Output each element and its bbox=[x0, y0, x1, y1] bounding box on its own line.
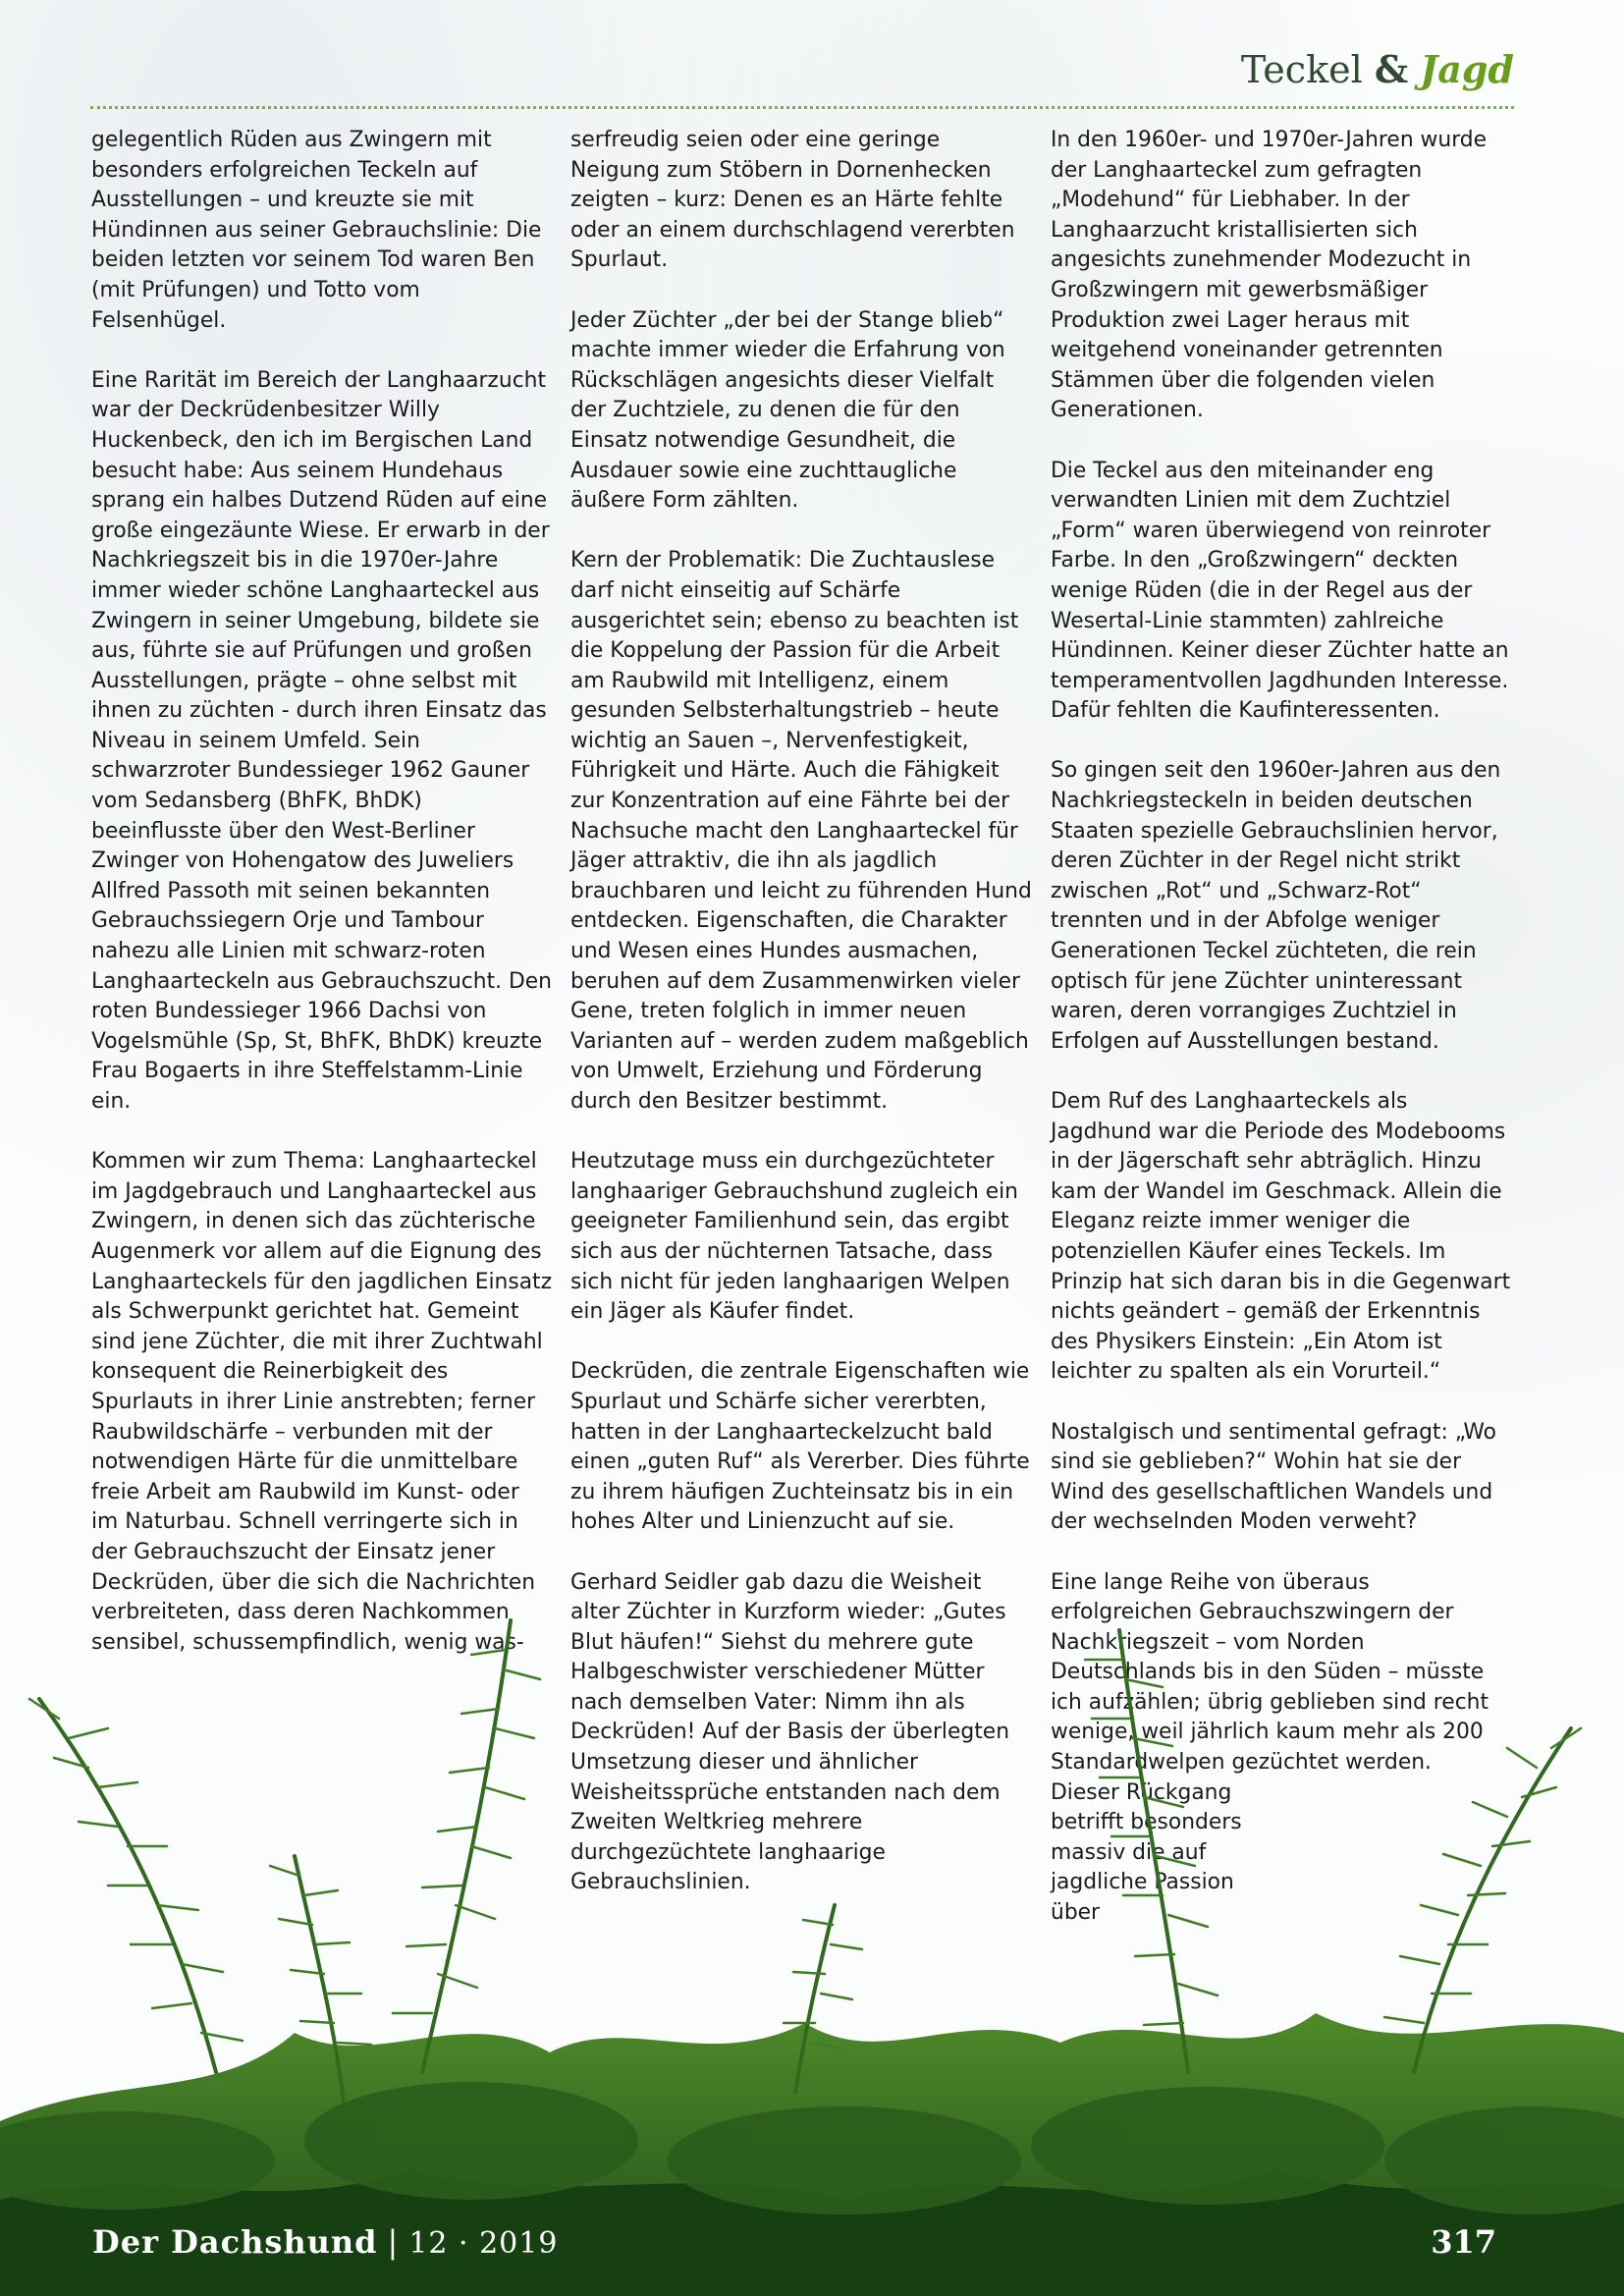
paragraph: Heutzutage muss ein durchgezüchteter langhaariger Gebrauchshund zugleich ein geeigneter Familienhund sein, das ergibt sich aus der nüchternen Tatsache, dass sich nicht für jeden langhaarigen Welpen ein Jäger als Käufer findet. bbox=[570, 1149, 1018, 1325]
paragraph: Gerhard Seidler gab dazu die Weisheit alter Züchter in Kurzform wieder: „Gutes Blut häufen!“ Siehst du mehrere gute Halbgeschwister verschiedener Mütter nach demselben Vater: Nimm ihn als Deckrüden! Auf der Basis der überlegten Umsetzung dieser und ähnlicher Weisheitssprüche entstanden nach dem Zweiten Weltkrieg mehrere durchgezüchtete langhaarige Gebrauchslinien. bbox=[570, 1569, 1010, 1895]
issue-number: 12 · 2019 bbox=[408, 2226, 559, 2261]
paragraph: gelegentlich Rüden aus Zwingern mit besonders erfolgreichen Teckeln auf Ausstellungen – und kreuzte sie mit Hündinnen aus seiner Gebrauchslinie: Die beiden letzten vor seinem Tod waren Ben (mit Prüfungen) und Totto vom Felsenhügel. bbox=[91, 128, 542, 333]
paragraph: Eine Rarität im Bereich der Langhaarzucht war der Deckrüdenbesitzer Willy Huckenbeck, den ich im Bergischen Land besucht habe: Aus seinem Hundehaus sprang ein halbes Dutzend Rüden auf eine große eingezäunte Wiese. Er erwarb in der Nachkriegszeit bis in die 1970er-Jahre immer wieder schöne Langhaarteckel aus Zwingern in seiner Umgebung, bildete sie aus, führte sie auf Prüfungen und großen Ausstellungen, prägte – ohne selbst mit ihnen zu züchten - durch ihren Einsatz das Niveau in seinem Umfeld. Sein schwarzroter Bundessieger 1962 Gauner vom Sedansberg (BhFK, BhDK) beeinflusste über den West-Berliner Zwinger von Hohengatow des Juweliers Allfred Passoth mit seinen bekannten Gebrauchssiegern Orje und Tambour nahezu alle Linien mit schwarz-roten Langhaarteckeln aus Gebrauchszucht. Den roten Bundessieger 1966 Dachsi von Vogelsmühle (Sp, St, BhFK, BhDK) kreuzte Frau Bogaerts in ihre Steffelstamm-Linie ein. bbox=[91, 367, 552, 1114]
paragraph: Kern der Problematik: Die Zuchtauslese darf nicht einseitig auf Schärfe ausgerichtet sein; ebenso zu beachten ist die Koppelung der Passion für die Arbeit am Raubwild mit Intelligenz, einem gesunden Selbsterhaltungstrieb – heute wichtig an Sauen –, Nervenfestigkeit, Führigkeit und Härte. Auch die Fähigkeit zur Konzentration auf eine Fährte bei der Nachsuche macht den Langhaarteckel für Jäger attraktiv, die ihn als jagdlich brauchbaren und leicht zu führenden Hund entdecken. Eigenschaften, die Charakter und Wesen eines Hundes ausmachen, beruhen auf dem Zusammenwirken vieler Gene, treten folglich in immer neuen Varianten auf – werden zudem maßgeblich von Umwelt, Erziehung und Förderung durch den Besitzer bestimmt. bbox=[570, 548, 1032, 1114]
magazine-footer bbox=[92, 2223, 558, 2261]
header-divider bbox=[90, 106, 1514, 109]
paragraph: Eine lange Reihe von überaus erfolgreichen Gebrauchszwingern der Nachkriegszeit – vom Norden Deutschlands bis in den Süden – müsste ich aufzählen; übrig geblieben sind recht wenige, weil jährlich kaum mehr als 200 Standardwelpen gezüchtet werden. bbox=[1051, 1569, 1489, 1776]
paragraph: In den 1960er- und 1970er-Jahren wurde der Langhaarteckel zum gefragten „Modehund“ für Liebhaber. In der Langhaarzucht kristallisierten sich angesichts zunehmender Modezucht in Großzwingern mit gewerbsmäßiger Produktion zwei Lager heraus mit weitgehend voneinander getrennten Stämmen über die folgenden vielen Generationen. bbox=[1051, 128, 1488, 423]
paragraph: So gingen seit den 1960er-Jahren aus den Nachkriegsteckeln in beiden deutschen Staaten spezielle Gebrauchslinien hervor, deren Züchter in der Regel nicht strikt zwischen „Rot“ und „Schwarz-Rot“ trennten und in der Abfolge weniger Generationen Teckel züchteten, die rein optisch für jene Züchter uninteressant waren, deren vorrangiges Zuchtziel in Erfolgen auf Ausstellungen bestand. bbox=[1051, 758, 1501, 1054]
paragraph: Deckrüden, die zentrale Eigenschaften wie Spurlaut und Schärfe sicher vererbten, hatten in der Langhaarteckelzucht bald einen „guten Ruf“ als Vererber. Dies führte zu ihrem häufigen Zuchteinsatz bis in ein hohes Alter und Linienzucht auf sie. bbox=[570, 1359, 1030, 1535]
paragraph: Nostalgisch und sentimental gefragt: „Wo sind sie geblieben?“ Wohin hat sie der Wind des gesellschaftlichen Wandels und der wechselnden Moden verweht? bbox=[1051, 1419, 1496, 1535]
header-ampersand: & bbox=[1374, 47, 1409, 91]
text-column-1 bbox=[91, 126, 553, 1688]
running-header bbox=[1241, 47, 1514, 91]
paragraph: Dem Ruf des Langhaarteckels als Jagdhund war die Periode des Modebooms in der Jägerschaft sehr abträglich. Hinzu kam der Wandel im Geschmack. Allein die Eleganz reizte immer weniger die potenziellen Käufer eines Teckels. Im Prinzip hat sich daran bis in die Gegenwart nichts geändert – gemäß der Erkenntnis des Physikers Einstein: „Ein Atom ist leichter zu spalten als ein Vorurteil.“ bbox=[1051, 1089, 1511, 1385]
footer-separator: | bbox=[387, 2223, 400, 2261]
paragraph: serfreudig seien oder eine geringe Neigung zum Stöbern in Dornenhecken zeigten – kurz: Denen es an Härte fehlte oder an einem durchschlagend vererbten Spurlaut. bbox=[570, 128, 1015, 273]
header-brand: Teckel bbox=[1240, 48, 1363, 91]
page-number: 317 bbox=[1431, 2223, 1496, 2261]
paragraph: Dieser Rückgang betrifft besonders massiv die auf jagdliche Passion über bbox=[1051, 1779, 1242, 1926]
paragraph: Die Teckel aus den miteinander eng verwandten Linien mit dem Zuchtziel „Form“ waren überwiegend von reinroter Farbe. In den „Großzwingern“ deckten wenige Rüden (die in der Regel aus der Wesertal-Linie stammten) zahlreiche Hündinnen. Keiner dieser Züchter hatte an temperamentvollen Jagdhunden Interesse. Dafür fehlten die Kaufinteressenten. bbox=[1051, 458, 1509, 724]
magazine-name: Der Dachshund bbox=[92, 2223, 378, 2261]
header-section: Jagd bbox=[1420, 47, 1514, 91]
paragraph: Kommen wir zum Thema: Langhaarteckel im Jagdgebrauch und Langhaarteckel aus Zwingern, in denen sich das züchterische Augenmerk vor allem auf die Eignung des Langhaarteckels für den jagdlichen Einsatz als Schwerpunkt gerichtet hat. Gemeint sind jene Züchter, die mit ihrer Zuchtwahl konsequent die Reinerbigkeit des Spurlauts in ihrer Linie anstrebten; ferner Raubwildschärfe – verbunden mit der notwendigen Härte für die unmittelbare freie Arbeit am Raubwild im Kunst- oder im Naturbau. Schnell verringerte sich in der Gebrauchszucht der Einsatz jener Deckrüden, über die sich die Nachrichten verbreiteten, dass deren Nachkommen sensibel, schussempfindlich, wenig was- bbox=[91, 1149, 553, 1655]
paragraph: Jeder Züchter „der bei der Stange blieb“ machte immer wieder die Erfahrung von Rückschlägen angesichts dieser Vielfalt der Zuchtziele, zu denen die für den Einsatz notwendige Gesundheit, die Ausdauer sowie eine zuchttaugliche äußere Form zählten. bbox=[570, 307, 1005, 514]
fir-branches-illustration bbox=[0, 1611, 1624, 2296]
